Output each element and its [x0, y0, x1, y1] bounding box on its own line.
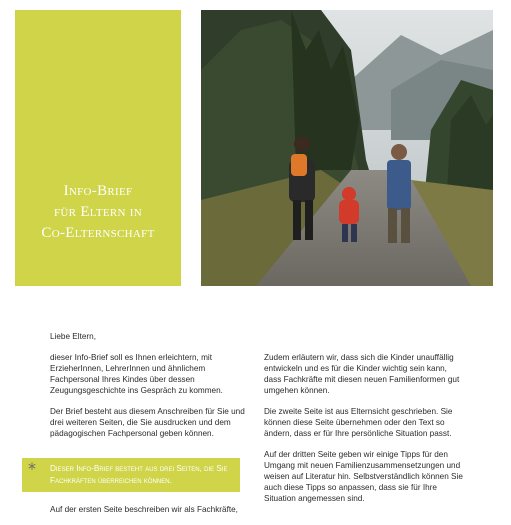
paragraph: Die zweite Seite ist aus Elternsicht geschrieben. Sie können diese Seite übernehmen oder den Text so ändern, dass er für Ihre persönliche Situation passt.: [264, 407, 453, 438]
paragraph: Auf der ersten Seite beschreiben wir als Fachkräfte,: [50, 505, 238, 514]
left-column: [50, 331, 246, 449]
callout-box: [22, 458, 240, 492]
paragraph: dieser Info-Brief soll es Ihnen erleichtern, mit ErzieherInnen, LehrerInnen und ähnlichem Fachpersonal Ihres Kindes über dessen Zeugungsgeschichte ins Gespräch zu kommen.: [50, 353, 223, 395]
asterisk-icon: *: [28, 459, 36, 478]
right-column: [264, 352, 464, 514]
title-panel: [15, 10, 181, 286]
greeting: Liebe Eltern,: [50, 332, 96, 341]
paragraph: Zudem erläutern wir, dass sich die Kinder unauffällig entwickeln und es für die Kinder wichtig sein kann, dass Fachkräfte mit diesen neuen Familienformen gut umgehen können.: [264, 353, 460, 395]
title-line-3: Co-Elternschaft: [41, 225, 155, 241]
paragraph: Auf der dritten Seite geben wir einige Tipps für den Umgang mit neuen Familienzusammensetzungen und weisen auf Literatur hin. Selbstverständlich können Sie auch diese Tipps so anpassen, dass sie für Ihre Situation angemessen sind.: [264, 450, 463, 503]
callout-text: Dieser Info-Brief besteht aus drei Seiten, die Sie Fachkräften überreichen können.: [50, 464, 228, 485]
left-column-continued: [50, 504, 246, 525]
paragraph: Der Brief besteht aus diesem Anschreiben für Sie und drei weiteren Seiten, die Sie ausdrucken und dem pädagogischen Fachpersonal geben können.: [50, 407, 245, 438]
family-walking-photo: [201, 10, 493, 286]
title-line-1: Info-Brief: [63, 183, 133, 199]
title-line-2: für Eltern in: [54, 204, 142, 220]
